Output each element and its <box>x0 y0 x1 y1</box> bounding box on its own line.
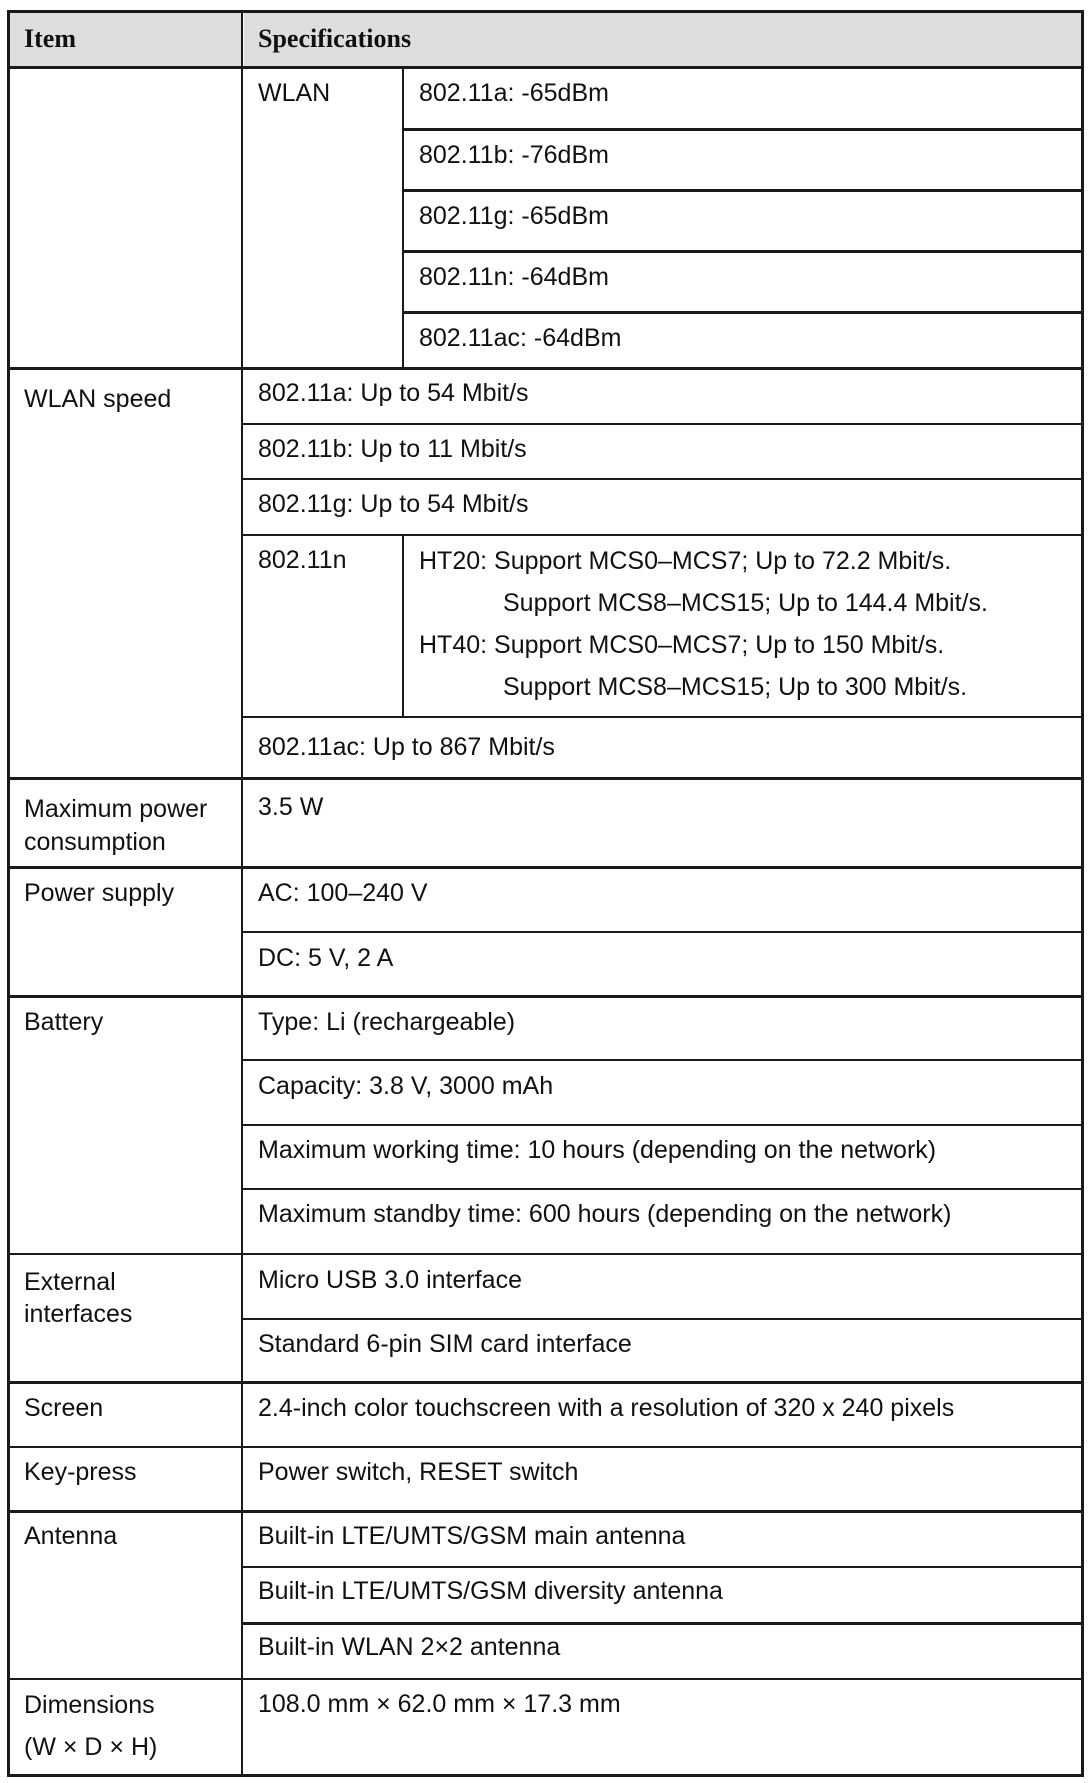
external-sim: Standard 6-pin SIM card interface <box>258 1330 632 1358</box>
wlan-speed-n-label: 802.11n <box>258 546 347 574</box>
item-dimensions-line1: Dimensions <box>24 1691 155 1719</box>
power-supply-dc: DC: 5 V, 2 A <box>258 944 394 972</box>
ht40-line2: Support MCS8–MCS15; Up to 300 Mbit/s. <box>503 673 968 701</box>
ht20-line1: HT20: Support MCS0–MCS7; Up to 72.2 Mbit/s. <box>419 547 952 575</box>
item-power-supply: Power supply <box>24 879 175 907</box>
row-divider <box>242 1059 1084 1061</box>
item-max-power-line2: consumption <box>24 828 166 856</box>
wlan-speed-g: 802.11g: Up to 54 Mbit/s <box>258 490 529 518</box>
wlan-n-subdivider <box>402 534 404 717</box>
item-screen: Screen <box>24 1394 104 1422</box>
battery-standby-time: Maximum standby time: 600 hours (depending on the network) <box>258 1200 952 1228</box>
header-specifications: Specifications <box>244 13 1081 67</box>
row-divider <box>7 1253 1084 1255</box>
row-divider <box>7 995 1084 998</box>
wlan-sensitivity-g: 802.11g: -65dBm <box>419 202 609 230</box>
wlan-subdivider <box>402 67 404 368</box>
wlan-speed-n-detail <box>405 536 988 708</box>
row-divider <box>7 367 1084 370</box>
item-dimensions-line2: (W × D × H) <box>24 1733 158 1761</box>
ht20-line2: Support MCS8–MCS15; Up to 144.4 Mbit/s. <box>503 589 988 617</box>
dimensions-value: 108.0 mm × 62.0 mm × 17.3 mm <box>258 1690 621 1718</box>
item-external-interfaces <box>10 1256 132 1330</box>
antenna-wlan: Built-in WLAN 2×2 antenna <box>258 1633 561 1661</box>
antenna-diversity: Built-in LTE/UMTS/GSM diversity antenna <box>258 1577 723 1605</box>
wlan-speed-b: 802.11b: Up to 11 Mbit/s <box>258 435 527 463</box>
antenna-main: Built-in LTE/UMTS/GSM main antenna <box>258 1522 686 1550</box>
header-item: Item <box>10 13 242 67</box>
power-supply-ac: AC: 100–240 V <box>258 879 428 907</box>
item-external-line1: External <box>24 1268 116 1296</box>
item-max-power <box>10 783 207 859</box>
row-divider <box>242 931 1084 933</box>
wlan-sensitivity-n: 802.11n: -64dBm <box>419 263 609 291</box>
screen-value: 2.4-inch color touchscreen with a resolution of 320 x 240 pixels <box>258 1394 955 1422</box>
wlan-sensitivity-ac: 802.11ac: -64dBm <box>419 324 622 352</box>
item-dimensions <box>10 1680 157 1768</box>
row-divider <box>242 716 1084 718</box>
key-press-value: Power switch, RESET switch <box>258 1458 579 1486</box>
item-external-line2: interfaces <box>24 1300 133 1328</box>
max-power-value: 3.5 W <box>258 793 324 821</box>
wlan-sensitivity-b: 802.11b: -76dBm <box>419 141 609 169</box>
wlan-label: WLAN <box>258 79 331 107</box>
wlan-sensitivity-a: 802.11a: -65dBm <box>419 79 609 107</box>
item-max-power-line1: Maximum power <box>24 795 208 823</box>
wlan-speed-ac: 802.11ac: Up to 867 Mbit/s <box>258 733 555 761</box>
wlan-speed-a: 802.11a: Up to 54 Mbit/s <box>258 379 529 407</box>
row-divider <box>7 777 1084 780</box>
item-antenna: Antenna <box>24 1522 118 1550</box>
item-key-press: Key-press <box>24 1458 137 1486</box>
battery-type: Type: Li (rechargeable) <box>258 1008 516 1036</box>
item-battery: Battery <box>24 1008 104 1036</box>
item-wlan-speed: WLAN speed <box>24 385 172 413</box>
battery-working-time: Maximum working time: 10 hours (depending on the network) <box>258 1136 937 1164</box>
battery-capacity: Capacity: 3.8 V, 3000 mAh <box>258 1072 554 1100</box>
external-usb: Micro USB 3.0 interface <box>258 1266 522 1294</box>
ht40-line1: HT40: Support MCS0–MCS7; Up to 150 Mbit/s. <box>419 631 945 659</box>
